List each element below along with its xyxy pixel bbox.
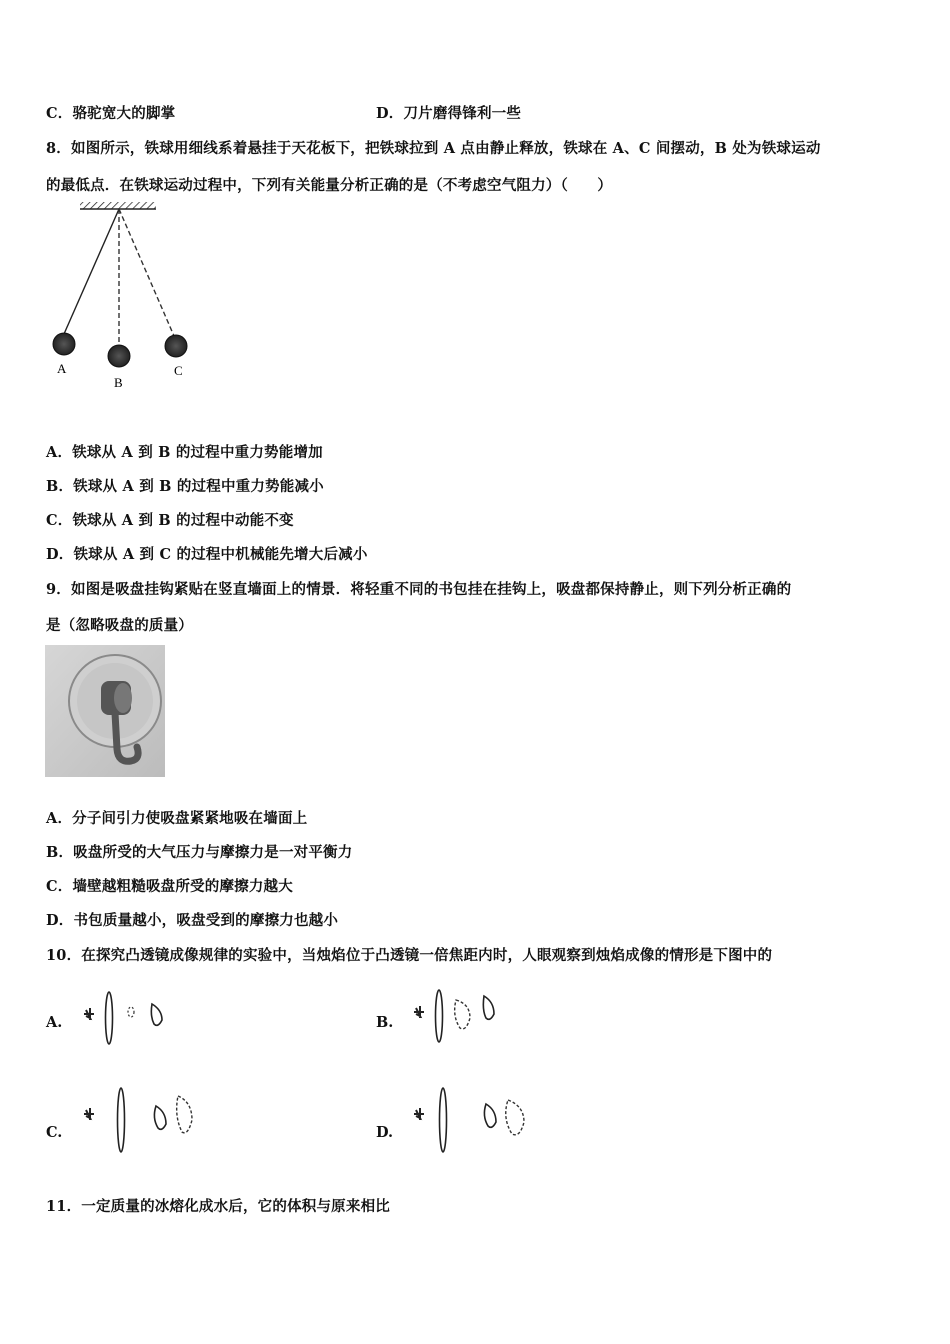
- q9-stem-line2: 是（忽略吸盘的质量）: [46, 617, 193, 634]
- q10-figure-a: [78, 990, 188, 1050]
- ball-c: [165, 335, 187, 357]
- q9-stem-line1: 9．如图是吸盘挂钩紧贴在竖直墙面上的情景．将轻重不同的书包挂在挂钩上，吸盘都保持静止，则下列分析正确的: [46, 581, 792, 598]
- ceiling: [80, 202, 156, 209]
- q8-option-a: A．铁球从 A 到 B 的过程中重力势能增加: [46, 444, 323, 461]
- q8-stem-line2: 的最低点．在铁球运动过程中，下列有关能量分析正确的是（不考虑空气阻力）（ ）: [46, 177, 613, 194]
- string-a: [64, 209, 119, 334]
- q8-option-b: B．铁球从 A 到 B 的过程中重力势能减小: [46, 478, 324, 495]
- q10-label-d: D.: [376, 1124, 394, 1141]
- q10-figure-c: [78, 1086, 208, 1156]
- q10-label-a: A.: [46, 1014, 63, 1031]
- q7-option-c: C．骆驼宽大的脚掌: [46, 105, 176, 122]
- lens-b: [436, 990, 443, 1042]
- string-c: [119, 209, 174, 336]
- q7-option-d: D．刀片磨得锋利一些: [376, 105, 522, 122]
- q9-option-c: C．墙壁越粗糙吸盘所受的摩擦力越大: [46, 878, 293, 895]
- q8-option-d: D．铁球从 A 到 C 的过程中机械能先增大后减小: [46, 546, 368, 563]
- q10-figure-b: [408, 988, 518, 1048]
- label-c: C: [174, 363, 183, 378]
- q10-label-c: C.: [46, 1124, 63, 1141]
- lens-c: [118, 1088, 125, 1152]
- ball-a: [53, 333, 75, 355]
- q9-option-d: D．书包质量越小，吸盘受到的摩擦力也越小: [46, 912, 339, 929]
- q10-label-b: B.: [376, 1014, 394, 1031]
- label-b: B: [114, 375, 123, 390]
- q9-option-a: A．分子间引力使吸盘紧紧地吸在墙面上: [46, 810, 308, 827]
- q8-option-c: C．铁球从 A 到 B 的过程中动能不变: [46, 512, 294, 529]
- q11-stem: 11．一定质量的冰熔化成水后，它的体积与原来相比: [46, 1198, 390, 1215]
- label-a: A: [57, 361, 67, 376]
- suction-hook-photo: [45, 645, 165, 777]
- pendulum-figure: [44, 198, 204, 398]
- lens-d: [440, 1088, 447, 1152]
- q10-figure-d: [408, 1086, 538, 1156]
- lens-a: [106, 992, 113, 1044]
- q10-stem: 10．在探究凸透镜成像规律的实验中，当烛焰位于凸透镜一倍焦距内时，人眼观察到烛焰成像的情形是下图中的: [46, 947, 773, 964]
- q9-option-b: B．吸盘所受的大气压力与摩擦力是一对平衡力: [46, 844, 353, 861]
- ball-b: [108, 345, 130, 367]
- q8-stem-line1: 8．如图所示，铁球用细线系着悬挂于天花板下，把铁球拉到 A 点由静止释放，铁球在 A、C 间摆动，B 处为铁球运动: [46, 140, 821, 157]
